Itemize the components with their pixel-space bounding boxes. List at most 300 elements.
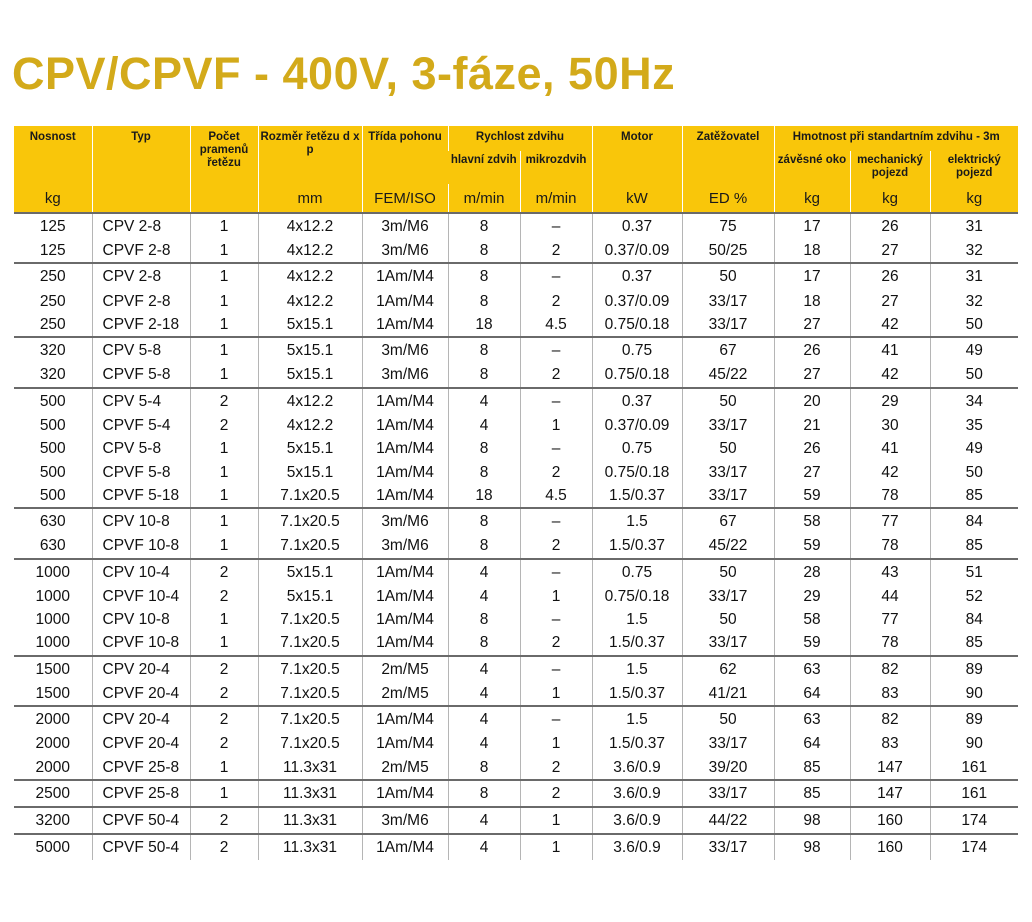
header-elek: elektrický pojezd: [930, 151, 1018, 184]
table-cell: 1: [190, 437, 258, 460]
table-cell: 500: [39, 486, 66, 504]
table-cell: 29: [850, 388, 930, 414]
table-cell: 1Am/M4: [362, 585, 448, 608]
type-cell: CPV 20-4: [92, 706, 190, 732]
table-row: [14, 388, 1018, 414]
table-cell: 2: [520, 755, 592, 779]
table-cell: 2: [520, 363, 592, 387]
table-cell: 1: [520, 807, 592, 834]
table-cell: 4x12.2: [258, 239, 362, 263]
table-cell: 8: [448, 608, 520, 631]
table-row: [14, 732, 1018, 755]
table-cell: 44/22: [682, 807, 774, 834]
type-cell: CPV 10-4: [92, 559, 190, 585]
table-cell: 1: [520, 682, 592, 706]
table-cell: 2: [190, 414, 258, 437]
table-cell: 7.1x20.5: [258, 534, 362, 558]
table-cell: 1.5/0.37: [592, 484, 682, 508]
table-cell: 1: [190, 337, 258, 363]
table-cell: –: [520, 608, 592, 631]
table-cell: 42: [850, 460, 930, 483]
table-cell: 50: [682, 263, 774, 289]
table-cell: 50: [930, 313, 1018, 337]
unit-cell: mm: [258, 184, 362, 213]
table-cell: 3m/M6: [362, 508, 448, 534]
table-cell: 50: [682, 608, 774, 631]
table-cell: 630: [39, 537, 66, 555]
table-cell: 4: [448, 807, 520, 834]
table-cell: 4: [448, 732, 520, 755]
table-cell: 1.5: [592, 656, 682, 682]
table-cell: 500: [39, 440, 66, 458]
table-cell: 8: [448, 239, 520, 263]
table-cell: 8: [448, 263, 520, 289]
table-cell: 33/17: [682, 484, 774, 508]
table-cell: 62: [682, 656, 774, 682]
table-cell: 5000: [14, 834, 92, 860]
type-cell: CPVF 10-8: [92, 631, 190, 655]
table-cell: 2: [190, 732, 258, 755]
table-cell: 5x15.1: [258, 559, 362, 585]
table-cell: 7.1x20.5: [258, 732, 362, 755]
table-cell: 2: [190, 559, 258, 585]
table-cell: 43: [850, 559, 930, 585]
table-cell: 90: [930, 682, 1018, 706]
table-cell: 4x12.2: [258, 213, 362, 239]
table-cell: 50: [930, 460, 1018, 483]
table-cell: 11.3x31: [258, 780, 362, 807]
table-row: [14, 585, 1018, 608]
table-cell: 26: [774, 337, 850, 363]
table-cell: 85: [930, 484, 1018, 508]
table-cell: 5x15.1: [258, 313, 362, 337]
table-cell: 250: [39, 292, 66, 310]
table-cell: 3m/M6: [362, 213, 448, 239]
table-cell: 31: [930, 213, 1018, 239]
table-cell: 3.6/0.9: [592, 807, 682, 834]
table-cell: 33/17: [682, 732, 774, 755]
table-cell: 2: [520, 239, 592, 263]
table-cell: 147: [850, 755, 930, 779]
table-cell: 52: [930, 585, 1018, 608]
table-row: [14, 313, 1018, 337]
header-mech: mechanický pojezd: [850, 151, 930, 184]
table-cell: 1: [190, 484, 258, 508]
table-cell: 4x12.2: [258, 289, 362, 312]
table-cell: 1.5/0.37: [592, 682, 682, 706]
table-cell: 33/17: [682, 834, 774, 860]
table-cell: 4: [448, 706, 520, 732]
table-cell: 1Am/M4: [362, 289, 448, 312]
table-cell: 1.5/0.37: [592, 534, 682, 558]
table-cell: 59: [774, 631, 850, 655]
table-cell: 2000: [14, 706, 92, 732]
page-title: CPV/CPVF - 400V, 3-fáze, 50Hz: [12, 48, 676, 99]
table-cell: 4: [448, 388, 520, 414]
table-cell: 2500: [14, 780, 92, 807]
table-cell: 1Am/M4: [362, 388, 448, 414]
table-cell: 4: [448, 559, 520, 585]
table-cell: 67: [682, 337, 774, 363]
table-cell: 2m/M5: [362, 656, 448, 682]
type-cell: CPV 10-8: [92, 608, 190, 631]
table-cell: 41/21: [682, 682, 774, 706]
table-cell: 17: [774, 263, 850, 289]
table-cell: 8: [448, 508, 520, 534]
table-cell: 58: [774, 608, 850, 631]
table-cell: 32: [930, 289, 1018, 312]
table-cell: 90: [930, 732, 1018, 755]
table-cell: 0.37/0.09: [592, 289, 682, 312]
table-cell: 4: [448, 682, 520, 706]
table-cell: 1Am/M4: [362, 834, 448, 860]
table-cell: 2: [190, 807, 258, 834]
type-cell: CPVF 50-4: [92, 807, 190, 834]
table-row: [14, 534, 1018, 558]
table-cell: 64: [774, 732, 850, 755]
table-cell: 3.6/0.9: [592, 780, 682, 807]
type-cell: CPVF 20-4: [92, 732, 190, 755]
table-cell: 8: [448, 437, 520, 460]
table-cell: 4: [448, 585, 520, 608]
table-row: [14, 337, 1018, 363]
table-cell: 39/20: [682, 755, 774, 779]
table-cell: –: [520, 508, 592, 534]
table-cell: –: [520, 437, 592, 460]
table-cell: 34: [930, 388, 1018, 414]
table-cell: 3200: [14, 807, 92, 834]
table-cell: 8: [448, 337, 520, 363]
spec-table: [14, 126, 1018, 860]
table-cell: 50: [930, 363, 1018, 387]
table-cell: 2: [520, 460, 592, 483]
table-row: [14, 631, 1018, 655]
table-cell: 77: [850, 608, 930, 631]
table-cell: 500: [39, 416, 66, 434]
table-cell: –: [520, 213, 592, 239]
table-cell: 84: [930, 508, 1018, 534]
type-cell: CPVF 10-8: [92, 534, 190, 558]
header-typ: Typ: [92, 126, 190, 184]
table-cell: 1000: [14, 559, 92, 585]
table-cell: 44: [850, 585, 930, 608]
table-cell: 2m/M5: [362, 682, 448, 706]
table-cell: 1.5: [592, 706, 682, 732]
table-cell: 58: [774, 508, 850, 534]
type-cell: CPVF 50-4: [92, 834, 190, 860]
table-cell: 67: [682, 508, 774, 534]
table-cell: 85: [774, 780, 850, 807]
table-header: [14, 126, 1018, 213]
table-cell: 27: [850, 289, 930, 312]
table-cell: 5x15.1: [258, 337, 362, 363]
type-cell: CPVF 10-4: [92, 585, 190, 608]
unit-cell: [92, 184, 190, 213]
table-cell: 1500: [35, 684, 70, 702]
table-cell: 250: [39, 315, 66, 333]
table-cell: 4: [448, 414, 520, 437]
type-cell: CPVF 5-4: [92, 414, 190, 437]
table-cell: 59: [774, 484, 850, 508]
table-cell: 2: [190, 682, 258, 706]
table-cell: 5x15.1: [258, 460, 362, 483]
table-cell: 4.5: [520, 313, 592, 337]
table-cell: 1: [520, 414, 592, 437]
table-cell: 1: [520, 732, 592, 755]
table-cell: 0.37: [592, 388, 682, 414]
table-cell: 77: [850, 508, 930, 534]
type-cell: CPVF 2-8: [92, 239, 190, 263]
table-cell: 1Am/M4: [362, 263, 448, 289]
type-cell: CPV 5-8: [92, 337, 190, 363]
table-cell: 4: [448, 656, 520, 682]
table-cell: 51: [930, 559, 1018, 585]
table-cell: 3m/M6: [362, 807, 448, 834]
table-row: [14, 608, 1018, 631]
table-cell: 1: [190, 631, 258, 655]
table-cell: 1: [190, 780, 258, 807]
table-cell: 1Am/M4: [362, 437, 448, 460]
table-cell: 4.5: [520, 484, 592, 508]
header-nosnost: Nosnost: [29, 131, 76, 143]
table-cell: 161: [930, 755, 1018, 779]
table-cell: 2: [190, 388, 258, 414]
table-cell: 33/17: [682, 414, 774, 437]
table-cell: –: [520, 656, 592, 682]
table-cell: 160: [850, 807, 930, 834]
table-row: [14, 834, 1018, 860]
table-cell: 7.1x20.5: [258, 608, 362, 631]
table-cell: 1: [190, 534, 258, 558]
table-cell: 1: [190, 263, 258, 289]
table-cell: 82: [850, 656, 930, 682]
table-row: [14, 437, 1018, 460]
unit-cell: kW: [592, 184, 682, 213]
type-cell: CPV 2-8: [92, 263, 190, 289]
type-cell: CPVF 5-18: [92, 484, 190, 508]
table-row: [14, 460, 1018, 483]
table-cell: 85: [774, 755, 850, 779]
table-cell: 2: [190, 656, 258, 682]
table-cell: 26: [774, 437, 850, 460]
unit-cell: kg: [930, 184, 1018, 213]
table-cell: 89: [930, 656, 1018, 682]
table-cell: 1000: [35, 611, 70, 629]
table-cell: 3m/M6: [362, 363, 448, 387]
table-cell: 41: [850, 337, 930, 363]
table-cell: 250: [14, 263, 92, 289]
table-cell: 32: [930, 239, 1018, 263]
table-cell: 3.6/0.9: [592, 834, 682, 860]
table-cell: 5x15.1: [258, 585, 362, 608]
table-cell: 7.1x20.5: [258, 656, 362, 682]
type-cell: CPV 2-8: [92, 213, 190, 239]
table-row: [14, 414, 1018, 437]
table-row: [14, 559, 1018, 585]
table-cell: 18: [774, 239, 850, 263]
table-cell: 0.75: [592, 559, 682, 585]
header-motor: Motor: [592, 126, 682, 184]
table-cell: 8: [448, 755, 520, 779]
table-row: [14, 682, 1018, 706]
table-cell: 49: [930, 437, 1018, 460]
table-cell: 7.1x20.5: [258, 706, 362, 732]
table-cell: 1: [190, 755, 258, 779]
table-cell: 4: [448, 834, 520, 860]
table-cell: 0.75/0.18: [592, 460, 682, 483]
table-cell: 1: [520, 585, 592, 608]
table-cell: 3.6/0.9: [592, 755, 682, 779]
table-cell: 4x12.2: [258, 414, 362, 437]
type-cell: CPVF 20-4: [92, 682, 190, 706]
header-trida: Třída pohonu: [362, 126, 448, 184]
table-cell: 64: [774, 682, 850, 706]
unit-cell: kg: [44, 189, 61, 207]
table-cell: 1: [190, 213, 258, 239]
table-cell: 2000: [35, 735, 70, 753]
table-cell: 0.75: [592, 337, 682, 363]
table-cell: 33/17: [682, 289, 774, 312]
table-cell: 1Am/M4: [362, 780, 448, 807]
unit-cell: [190, 184, 258, 213]
table-cell: 160: [850, 834, 930, 860]
table-cell: 0.37: [592, 263, 682, 289]
table-cell: 1: [190, 608, 258, 631]
type-cell: CPVF 2-8: [92, 289, 190, 312]
type-cell: CPV 10-8: [92, 508, 190, 534]
table-cell: 1: [520, 834, 592, 860]
table-cell: 5x15.1: [258, 363, 362, 387]
table-cell: 20: [774, 388, 850, 414]
table-cell: 33/17: [682, 313, 774, 337]
table-cell: –: [520, 263, 592, 289]
table-cell: 26: [850, 263, 930, 289]
table-cell: 0.75/0.18: [592, 585, 682, 608]
table-cell: 18: [774, 289, 850, 312]
table-cell: 33/17: [682, 460, 774, 483]
table-cell: 147: [850, 780, 930, 807]
table-cell: 7.1x20.5: [258, 631, 362, 655]
table-cell: 42: [850, 363, 930, 387]
table-cell: 1Am/M4: [362, 706, 448, 732]
table-cell: 85: [930, 534, 1018, 558]
table-cell: 1Am/M4: [362, 631, 448, 655]
table-cell: 78: [850, 534, 930, 558]
table-cell: 174: [930, 834, 1018, 860]
table-cell: –: [520, 337, 592, 363]
table-cell: 0.75/0.18: [592, 313, 682, 337]
table-cell: –: [520, 388, 592, 414]
header-hlavni: hlavní zdvih: [450, 154, 517, 166]
table-cell: 1: [190, 363, 258, 387]
table-cell: 1: [190, 313, 258, 337]
units-row: [14, 184, 1018, 213]
table-cell: 125: [14, 213, 92, 239]
unit-cell: m/min: [448, 184, 520, 213]
table-cell: 8: [448, 363, 520, 387]
table-cell: 83: [850, 682, 930, 706]
table-cell: 98: [774, 807, 850, 834]
table-cell: 27: [774, 460, 850, 483]
table-cell: 29: [774, 585, 850, 608]
type-cell: CPVF 25-8: [92, 780, 190, 807]
table-row: [14, 508, 1018, 534]
header-mikro: mikrozdvih: [520, 151, 592, 184]
table-cell: 45/22: [682, 363, 774, 387]
table-cell: 33/17: [682, 585, 774, 608]
table-cell: 1: [190, 289, 258, 312]
table-cell: 161: [930, 780, 1018, 807]
table-cell: –: [520, 706, 592, 732]
table-cell: 63: [774, 706, 850, 732]
table-cell: 1.5: [592, 608, 682, 631]
table-row: [14, 363, 1018, 387]
table-cell: 41: [850, 437, 930, 460]
table-cell: 4x12.2: [258, 388, 362, 414]
table-cell: 8: [448, 534, 520, 558]
unit-cell: kg: [774, 184, 850, 213]
table-cell: 500: [14, 388, 92, 414]
table-cell: 0.37/0.09: [592, 414, 682, 437]
header-rozmer: Rozměr řetězu d x p: [258, 126, 362, 184]
table-cell: 3m/M6: [362, 337, 448, 363]
table-cell: 125: [39, 242, 66, 260]
table-cell: 2m/M5: [362, 755, 448, 779]
table-cell: 2: [190, 706, 258, 732]
table-cell: 2: [520, 289, 592, 312]
table-cell: 82: [850, 706, 930, 732]
table-row: [14, 263, 1018, 289]
table-cell: 27: [850, 239, 930, 263]
table-cell: 33/17: [682, 631, 774, 655]
table-body: [14, 213, 1018, 860]
table-cell: 2: [190, 834, 258, 860]
table-cell: 3m/M6: [362, 239, 448, 263]
unit-cell: ED %: [682, 184, 774, 213]
table-cell: 2: [520, 631, 592, 655]
table-cell: 8: [448, 460, 520, 483]
table-cell: 1Am/M4: [362, 732, 448, 755]
table-cell: 0.75: [592, 437, 682, 460]
table-row: [14, 289, 1018, 312]
table-cell: 59: [774, 534, 850, 558]
table-cell: 5x15.1: [258, 437, 362, 460]
table-cell: 28: [774, 559, 850, 585]
table-cell: 75: [682, 213, 774, 239]
type-cell: CPVF 5-8: [92, 460, 190, 483]
table-cell: 0.37/0.09: [592, 239, 682, 263]
table-cell: 49: [930, 337, 1018, 363]
header-zatez: Zatěžovatel: [682, 126, 774, 184]
table-cell: 89: [930, 706, 1018, 732]
table-cell: 500: [39, 463, 66, 481]
type-cell: CPVF 5-8: [92, 363, 190, 387]
table-cell: 63: [774, 656, 850, 682]
table-cell: 11.3x31: [258, 834, 362, 860]
table-cell: 1: [190, 508, 258, 534]
table-cell: 320: [14, 337, 92, 363]
type-cell: CPVF 25-8: [92, 755, 190, 779]
table-cell: 50: [682, 559, 774, 585]
table-cell: 78: [850, 631, 930, 655]
table-cell: 1Am/M4: [362, 484, 448, 508]
table-cell: 11.3x31: [258, 755, 362, 779]
table-cell: 1: [190, 239, 258, 263]
table-cell: 1Am/M4: [362, 460, 448, 483]
unit-cell: m/min: [520, 184, 592, 213]
table-cell: 1Am/M4: [362, 608, 448, 631]
type-cell: CPV 20-4: [92, 656, 190, 682]
